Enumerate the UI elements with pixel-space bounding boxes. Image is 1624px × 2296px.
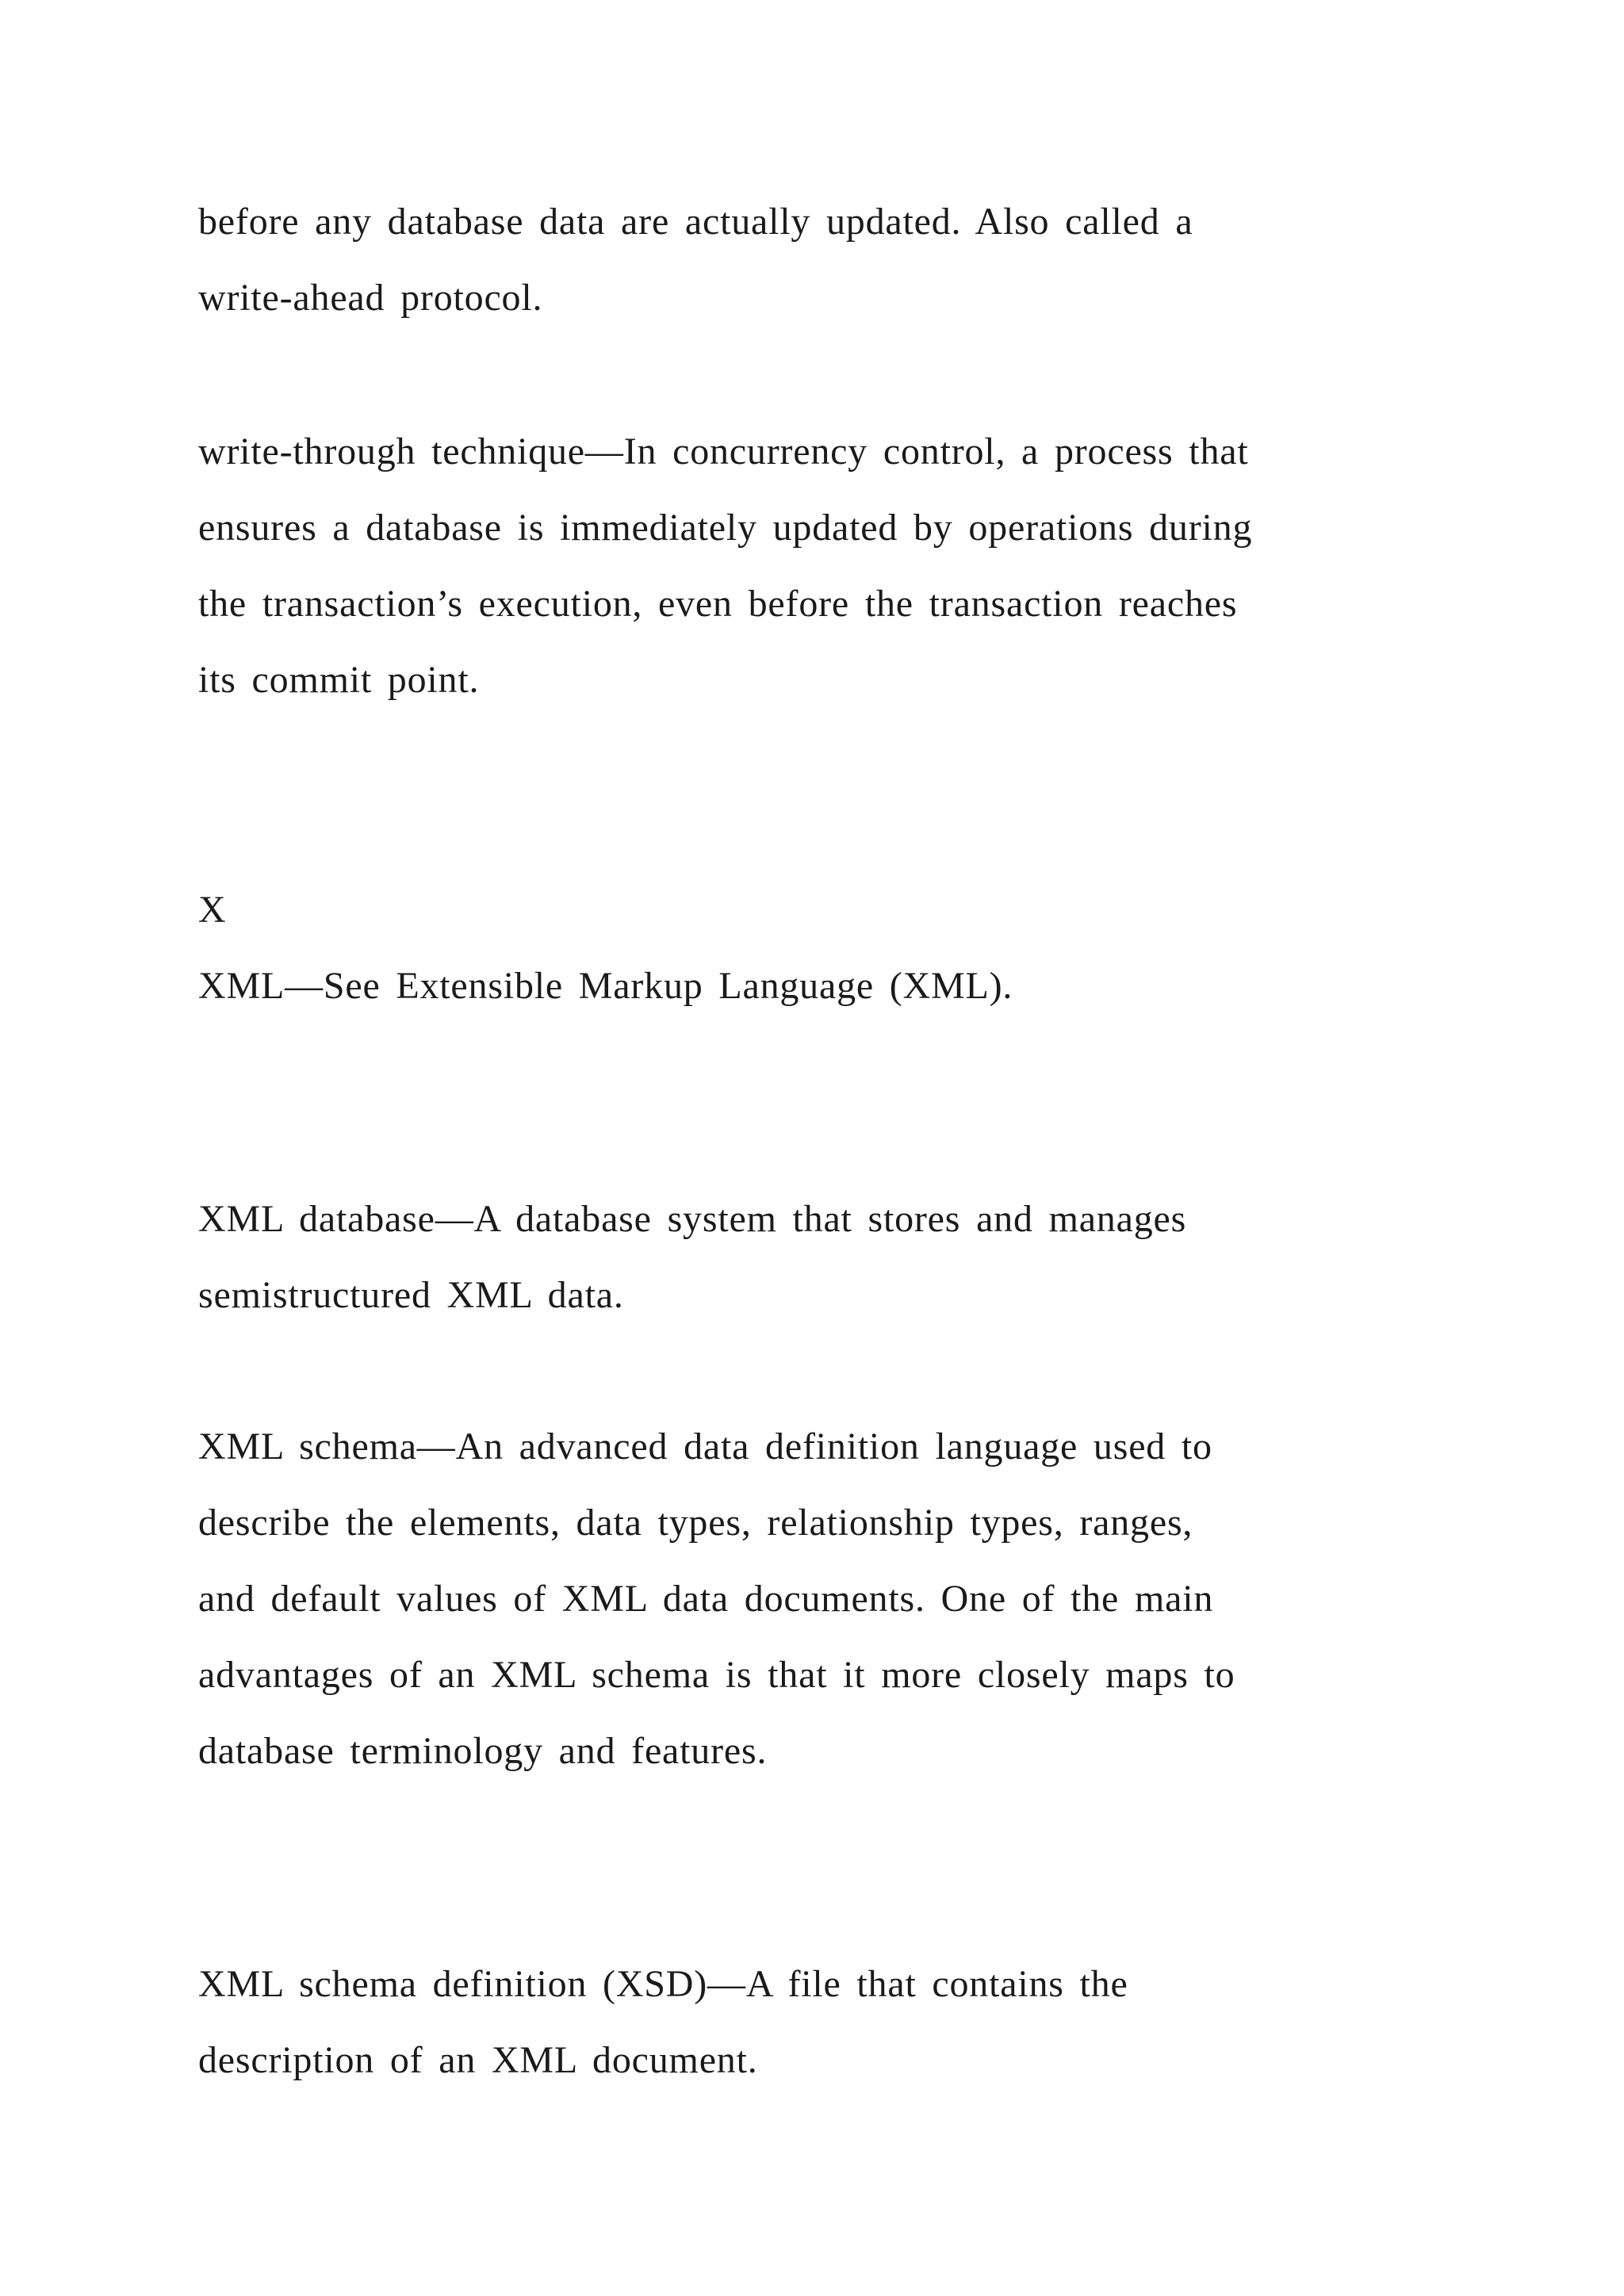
glossary-entry-xml-schema — [198, 1409, 1483, 1789]
glossary-entry-xml-database — [198, 1181, 1483, 1334]
text-line: write-through technique—In concurrency control, a process that — [198, 430, 1249, 473]
text-line: the transaction’s execution, even before the transaction reaches — [198, 583, 1238, 625]
text-line: before any database data are actually updated. Also called a — [198, 201, 1193, 243]
text-line: semistructured XML data. — [198, 1274, 624, 1316]
text-line: description of an XML document. — [198, 2039, 758, 2081]
text-line: XML schema definition (XSD)—A file that contains the — [198, 1963, 1128, 2005]
text-line: XML schema—An advanced data definition language used to — [198, 1425, 1212, 1468]
glossary-entry-write-ahead-continuation — [198, 184, 1483, 336]
text-line: describe the elements, data types, relationship types, ranges, — [198, 1502, 1193, 1544]
text-line: advantages of an XML schema is that it more closely maps to — [198, 1654, 1235, 1696]
glossary-entry-write-through-technique — [198, 414, 1483, 718]
glossary-section-x — [198, 872, 1483, 1024]
text-line: and default values of XML data documents. One of the main — [198, 1578, 1214, 1620]
text-line: XML database—A database system that stores and manages — [198, 1198, 1187, 1240]
text-line: ensures a database is immediately updated by operations during — [198, 507, 1253, 549]
glossary-entry-xml: XML—See Extensible Markup Language (XML). — [198, 965, 1013, 1007]
glossary-entry-xml-schema-definition — [198, 1946, 1483, 2099]
text-line: write-ahead protocol. — [198, 277, 543, 319]
section-letter: X — [198, 889, 227, 931]
text-line: its commit point. — [198, 659, 480, 701]
text-line: database terminology and features. — [198, 1730, 768, 1772]
